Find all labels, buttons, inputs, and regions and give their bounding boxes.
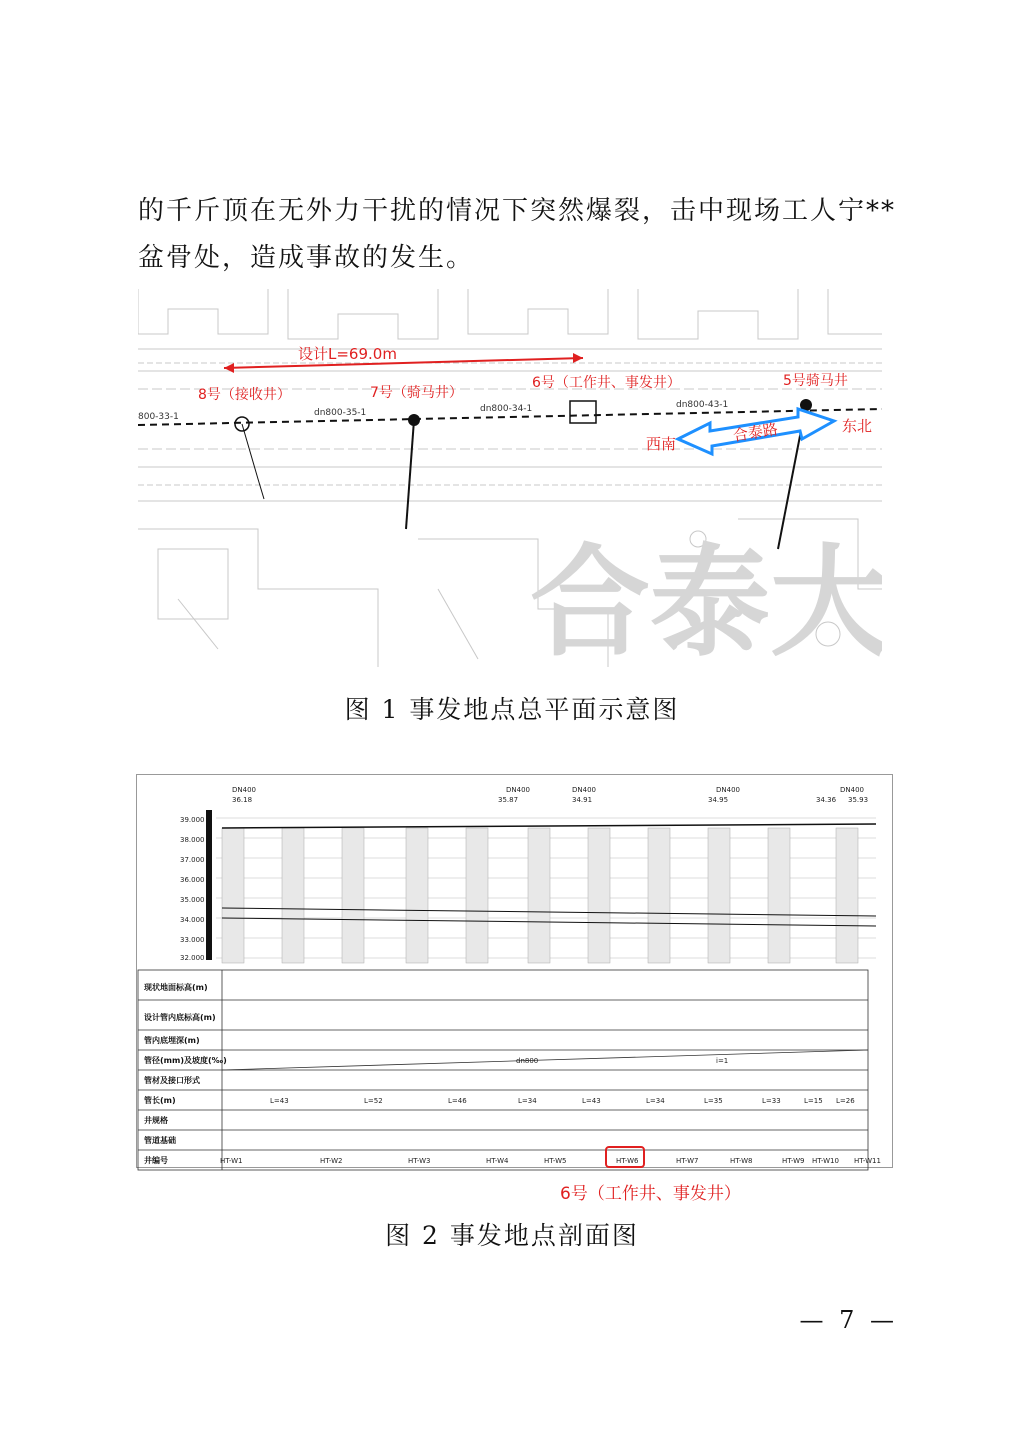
design-length-label: 设计L=69.0m bbox=[298, 345, 397, 363]
well-5-label: 5号骑马井 bbox=[783, 373, 848, 389]
site-plan-drawing bbox=[138, 289, 882, 667]
top-dn-3: DN400 bbox=[572, 786, 596, 794]
elev-label-7: 33.000 bbox=[180, 936, 205, 944]
well-id-6: HT-W6 bbox=[616, 1157, 639, 1165]
well-id-4: HT-W4 bbox=[486, 1157, 509, 1165]
watermark-text: 合泰大 bbox=[530, 534, 882, 667]
row-label-foundation: 管道基础 bbox=[144, 1136, 176, 1145]
elev-label-3: 37.000 bbox=[180, 856, 205, 864]
diameter-value: dn800 bbox=[516, 1057, 539, 1065]
elev-label-4: 36.000 bbox=[180, 876, 205, 884]
profile-drawing bbox=[136, 770, 893, 1172]
row-label-ground-elev: 现状地面标高(m) bbox=[144, 983, 208, 992]
pipe-code-d: 800-33-1 bbox=[138, 412, 179, 422]
row-label-well-spec: 井规格 bbox=[144, 1116, 168, 1125]
top-dn-1: DN400 bbox=[232, 786, 256, 794]
top-dn-4: DN400 bbox=[716, 786, 740, 794]
top-elev-4: 34.95 bbox=[708, 796, 729, 804]
elev-label-6: 34.000 bbox=[180, 916, 205, 924]
pipe-code-a: dn800-35-1 bbox=[314, 408, 367, 418]
body-paragraph-line-2: 盆骨处，造成事故的发生。 bbox=[138, 243, 475, 273]
incident-well-callout: 6号（工作井、事发井） bbox=[560, 1184, 741, 1204]
well-id-5: HT-W5 bbox=[544, 1157, 567, 1165]
well-6-label: 6号（工作井、事发井） bbox=[532, 375, 681, 391]
well-id-10: HT-W10 bbox=[812, 1157, 839, 1165]
top-elev-5: 34.36 bbox=[816, 796, 837, 804]
figure-2-profile bbox=[136, 770, 893, 1172]
pipe-length-3: L=46 bbox=[448, 1097, 467, 1105]
row-label-design-invert: 设计管内底标高(m) bbox=[144, 1013, 216, 1022]
elev-label-8: 32.000 bbox=[180, 954, 205, 962]
pipe-length-10: L=26 bbox=[836, 1097, 855, 1105]
row-label-depth: 管内底埋深(m) bbox=[144, 1036, 200, 1045]
pipe-length-9: L=15 bbox=[804, 1097, 823, 1105]
figure-2-caption: 图 2 事发地点剖面图 bbox=[385, 1221, 639, 1250]
page-number: — 7 — bbox=[799, 1306, 898, 1334]
well-id-3: HT-W3 bbox=[408, 1157, 431, 1165]
top-elev-6: 35.93 bbox=[848, 796, 869, 804]
pipe-length-1: L=43 bbox=[270, 1097, 289, 1105]
well-id-7: HT-W7 bbox=[676, 1157, 699, 1165]
row-label-diameter-slope: 管径(mm)及坡度(‰) bbox=[144, 1056, 227, 1065]
figure-1-caption: 图 1 事发地点总平面示意图 bbox=[344, 695, 680, 724]
elev-label-1: 39.000 bbox=[180, 816, 205, 824]
direction-southwest-label: 西南 bbox=[646, 435, 677, 453]
well-7-label: 7号（骑马井） bbox=[370, 385, 463, 401]
pipe-code-c: dn800-43-1 bbox=[676, 400, 729, 410]
row-label-pipe-length: 管长(m) bbox=[144, 1096, 176, 1105]
pipe-length-8: L=33 bbox=[762, 1097, 781, 1105]
road-name-label: 合泰路 bbox=[731, 420, 780, 445]
row-label-well-id: 井编号 bbox=[144, 1156, 168, 1165]
top-elev-3: 34.91 bbox=[572, 796, 593, 804]
top-elev-2: 35.87 bbox=[498, 796, 519, 804]
direction-northeast-label: 东北 bbox=[842, 417, 873, 435]
figure-1-site-plan bbox=[138, 289, 882, 667]
well-6-marker bbox=[570, 401, 596, 423]
elev-label-5: 35.000 bbox=[180, 896, 205, 904]
pipe-length-4: L=34 bbox=[518, 1097, 537, 1105]
top-dn-5: DN400 bbox=[840, 786, 864, 794]
elev-label-2: 38.000 bbox=[180, 836, 205, 844]
slope-value: i=1 bbox=[716, 1057, 729, 1065]
top-dn-2: DN400 bbox=[506, 786, 530, 794]
pipe-code-b: dn800-34-1 bbox=[480, 404, 533, 414]
well-id-1: HT-W1 bbox=[220, 1157, 243, 1165]
well-id-8: HT-W8 bbox=[730, 1157, 753, 1165]
well-8-label: 8号（接收井） bbox=[198, 387, 291, 403]
body-paragraph-line-1: 的千斤顶在无外力干扰的情况下突然爆裂，击中现场工人宁** bbox=[138, 196, 897, 226]
top-elev-1: 36.18 bbox=[232, 796, 253, 804]
well-id-9: HT-W9 bbox=[782, 1157, 805, 1165]
well-id-2: HT-W2 bbox=[320, 1157, 343, 1165]
pipe-length-6: L=34 bbox=[646, 1097, 665, 1105]
pipe-length-2: L=52 bbox=[364, 1097, 383, 1105]
well-id-11: HT-W11 bbox=[854, 1157, 881, 1165]
row-label-material: 管材及接口形式 bbox=[144, 1076, 200, 1085]
pipe-length-7: L=35 bbox=[704, 1097, 723, 1105]
pipe-length-5: L=43 bbox=[582, 1097, 601, 1105]
